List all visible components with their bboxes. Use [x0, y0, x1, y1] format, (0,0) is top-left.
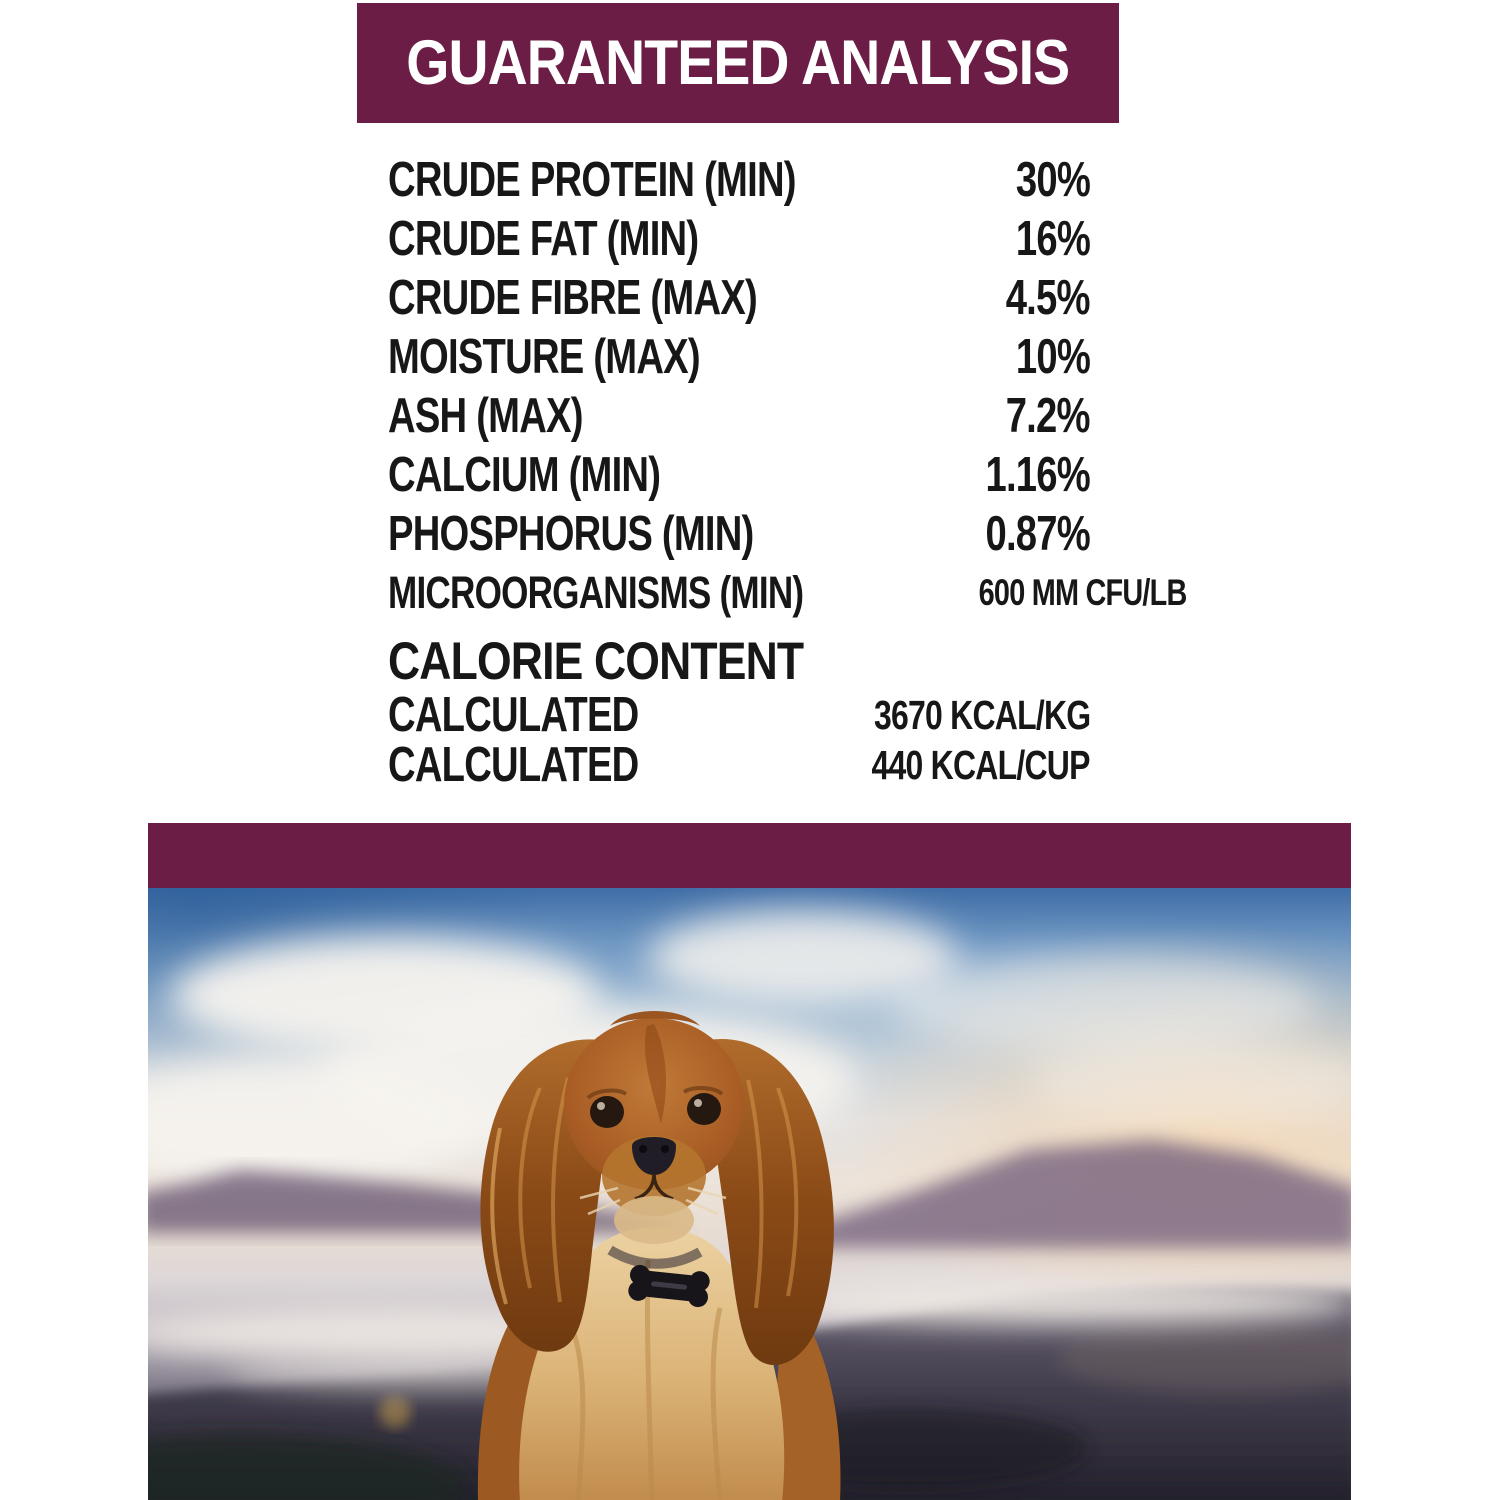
row-value: 4.5% — [1006, 270, 1090, 325]
table-row — [388, 740, 1090, 790]
row-label: PHOSPHORUS (MIN) — [388, 506, 754, 561]
row-label: ASH (MAX) — [388, 388, 583, 443]
beach-scene — [148, 888, 1351, 1500]
row-label: MICROORGANISMS (MIN) — [388, 566, 804, 618]
row-value: 600 MM CFU/LB — [979, 571, 1188, 613]
table-row — [388, 209, 1090, 268]
table-row — [388, 327, 1090, 386]
row-label: MOISTURE (MAX) — [388, 329, 700, 384]
calorie-heading-text: CALORIE CONTENT — [388, 631, 804, 691]
product-photo — [148, 823, 1351, 1500]
row-label: CRUDE FIBRE (MAX) — [388, 270, 757, 325]
row-value: 10% — [1015, 329, 1090, 384]
row-value: 3670 KCAL/KG — [873, 691, 1090, 738]
table-row — [388, 268, 1090, 327]
row-label: CALCULATED — [388, 738, 639, 792]
guaranteed-analysis-header — [357, 3, 1119, 123]
row-label: CRUDE FAT (MIN) — [388, 211, 699, 266]
row-value: 7.2% — [1006, 388, 1090, 443]
table-row — [388, 445, 1090, 504]
header-title: GUARANTEED ANALYSIS — [406, 28, 1070, 98]
row-label: CALCULATED — [388, 688, 639, 742]
photo-banner — [148, 823, 1351, 888]
row-value: 440 KCAL/CUP — [871, 741, 1090, 788]
row-label: CALCIUM (MIN) — [388, 447, 661, 502]
row-value: 1.16% — [985, 447, 1090, 502]
row-label: CRUDE PROTEIN (MIN) — [388, 152, 796, 207]
dog-illustration — [148, 888, 1351, 1500]
row-value: 16% — [1015, 211, 1090, 266]
row-value: 30% — [1015, 152, 1090, 207]
table-row — [388, 386, 1090, 445]
table-row — [388, 150, 1090, 209]
table-row — [388, 504, 1090, 563]
table-row — [388, 563, 1188, 622]
row-value: 0.87% — [985, 506, 1090, 561]
table-row — [388, 690, 1090, 740]
calorie-content-heading — [388, 632, 1090, 690]
analysis-table — [388, 150, 1188, 792]
